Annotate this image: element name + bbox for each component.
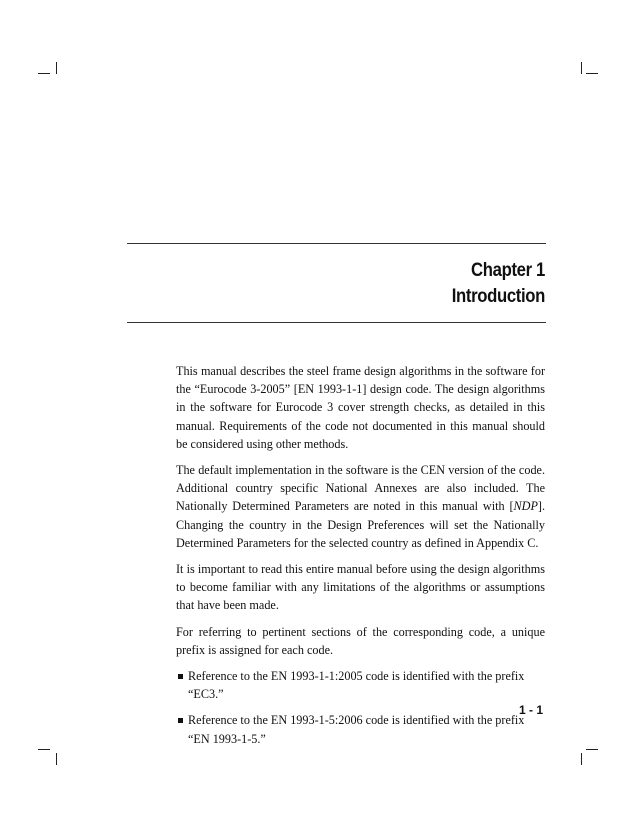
crop-mark-bottom-right-v	[581, 753, 582, 765]
body-text	[176, 362, 545, 756]
square-bullet-icon	[178, 674, 183, 679]
crop-mark-bottom-left-h	[38, 749, 50, 750]
paragraph-4: For referring to pertinent sections of the corresponding code, a unique prefix is assigned for each code.	[176, 624, 545, 657]
chapter-top-rule	[127, 243, 546, 244]
ndp-term: NDP	[513, 499, 538, 514]
square-bullet-icon	[178, 718, 183, 723]
crop-mark-bottom-right-h	[586, 749, 598, 750]
list-item: Reference to the EN 1993-1-1:2005 code is identified with the prefix “EC3.”	[176, 667, 545, 703]
paragraph-2: The default implementation in the software is the CEN version of the code. Additional country specific National Annexes are also included. The Nationally Determined Parameters are noted in this manual with [NDP]. Changing the country in the Design Preferences will set the Nationally Determined Parameters for the selected country as defined in Appendix C.	[176, 463, 545, 550]
list-item: Reference to the EN 1993-1-5:2006 code is identified with the prefix “EN 1993-1-5.”	[176, 711, 545, 747]
crop-mark-bottom-left-v	[56, 753, 57, 765]
crop-mark-top-left-h	[38, 73, 50, 74]
crop-mark-top-right-v	[581, 62, 582, 74]
chapter-title: Introduction	[451, 286, 545, 307]
prefix-list	[176, 667, 545, 748]
chapter-bottom-rule	[127, 322, 546, 323]
paragraph-1: This manual describes the steel frame design algorithms in the software for the “Eurocode 3-2005” [EN 1993-1-1] design code. The design algorithms in the software for Eurocode 3 cover strength checks, as detailed in this manual. Requirements of the code not documented in this manual should be considered using other methods.	[176, 364, 545, 451]
chapter-number: Chapter 1	[471, 260, 545, 281]
page-number: 1 - 1	[518, 703, 543, 717]
crop-mark-top-left-v	[56, 62, 57, 74]
paragraph-3: It is important to read this entire manual before using the design algorithms to become familiar with any limitations of the algorithms or assumptions that have been made.	[176, 562, 545, 613]
chapter-heading	[452, 258, 545, 310]
crop-mark-top-right-h	[586, 73, 598, 74]
